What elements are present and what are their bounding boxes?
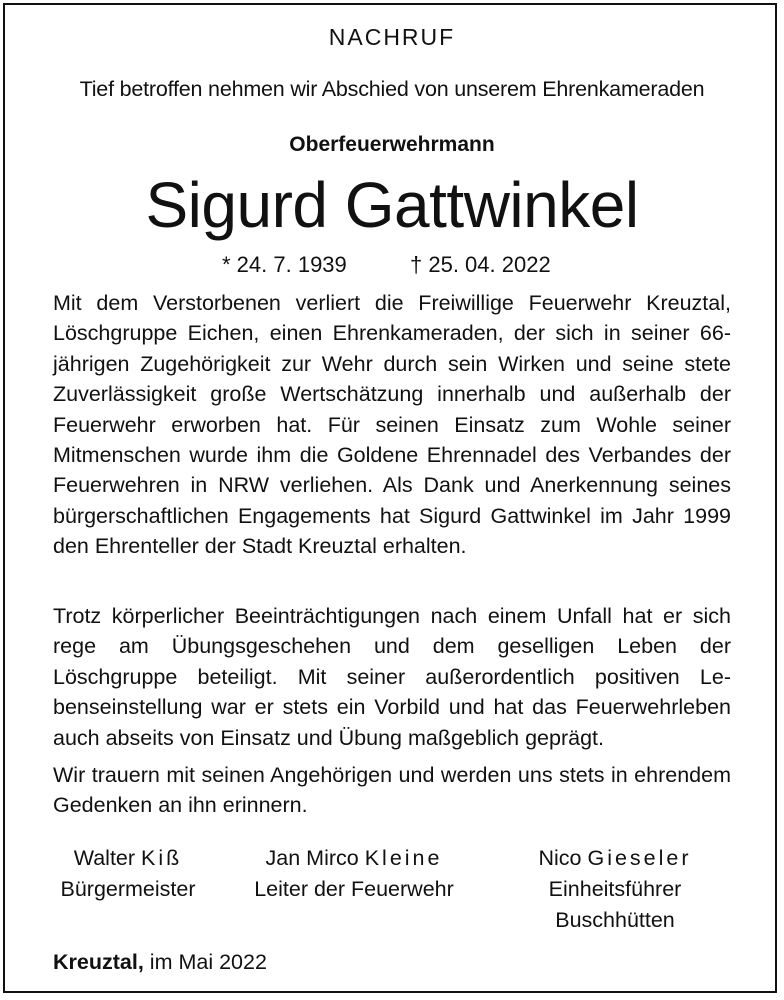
signatory-name: Walter Kiß	[73, 846, 183, 870]
footer-place-date	[53, 950, 267, 975]
footer-date: im Mai 2022	[149, 950, 267, 974]
death-date: † 25. 04. 2022	[410, 252, 551, 277]
deceased-name: Sigurd Gattwinkel	[145, 169, 639, 241]
signatory-name: Nico Gieseler	[538, 846, 692, 870]
signatory	[230, 843, 478, 905]
signatory-role: Leiter der Feuerwehr	[254, 877, 454, 901]
tribute-paragraph: Mit dem Verstorbenen verliert die Freiwillige Feuerwehr Kreuztal, Löschgruppe Eichen, einen Ehrenkameraden, der sich in seiner 66-jährigen Zugehörigkeit zur Wehr durch sein Wirken und seine stete Zuverlässigkeit große Wertschätzung innerhalb und außerhalb der Feuerwehr erworben hat. Für seinen Einsatz zum Wohle seiner Mitmenschen wurde ihm die Goldene Ehrennadel des Verbandes der Feuerwehren in NRW verliehen. Als Dank und Anerkennung seines bürgerschaftlichen Engagements hat Sigurd Gattwinkel im Jahr 1999 den Ehrenteller der Stadt Kreuztal erhalten.	[53, 291, 731, 559]
footer-place: Kreuztal,	[53, 950, 144, 974]
intro-text: Tief betroffen nehmen wir Abschied von unserem Ehrenkameraden	[79, 77, 705, 101]
signatory-role: Bürgermeister	[60, 877, 196, 901]
mourning-paragraph: Wir trauern mit seinen Angehörigen und werden uns stets in ehrendem Gedenken an ihn erinnern.	[53, 763, 731, 818]
signatory	[43, 843, 213, 905]
notice-label: NACHRUF	[328, 24, 456, 50]
rank-title: Oberfeuerwehrmann	[289, 133, 495, 156]
signatory	[520, 843, 710, 936]
signatory-name: Jan Mirco Kleine	[265, 846, 443, 870]
birth-date: * 24. 7. 1939	[222, 252, 347, 277]
tribute-paragraph: Trotz körperlicher Beeinträchtigungen nach einem Unfall hat er sich rege am Übungsgeschehen und dem geselligen Leben der Löschgruppe beteiligt. Mit seiner außerordentlich positiven Lebenseinstellung war er stets ein Vorbild und hat das Feuerwehrleben auch abseits von Einsatz und Übung maßgeblich geprägt.	[53, 604, 731, 750]
signatory-role-unit: Buschhütten	[555, 908, 675, 932]
signatory-role: Einheitsführer	[548, 877, 682, 901]
